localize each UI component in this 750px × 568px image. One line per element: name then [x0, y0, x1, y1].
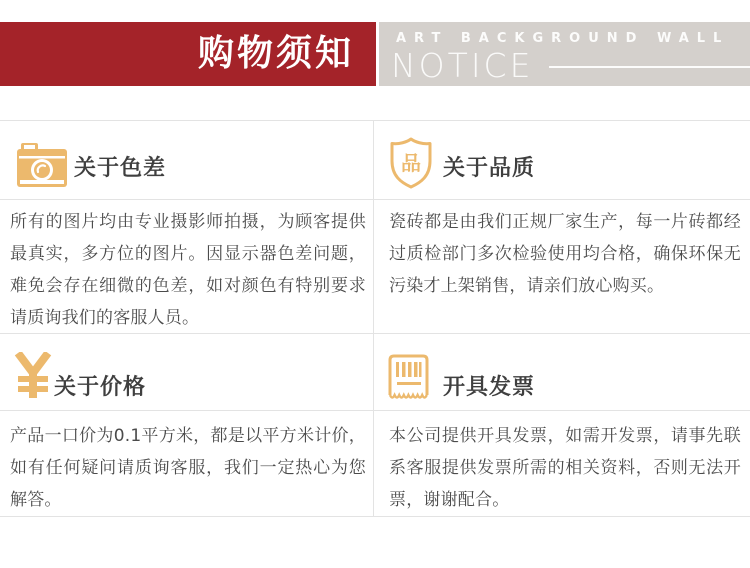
section-title-quality: 关于品质	[443, 156, 536, 181]
section-body-invoice: 本公司提供开具发票，如需开发票，请事先联系客服提供发票所需的相关资料，否则无法开票，谢谢配合。	[389, 426, 741, 510]
invoice-icon	[388, 354, 429, 404]
page-title: 购物须知	[197, 33, 354, 74]
divider-row1-title	[0, 199, 750, 200]
section-body-price: 产品一口价为0.1平方米，都是以平方米计价，如有任何疑问请质询客服，我们一定热心为您解答。	[10, 426, 366, 510]
divider-bottom	[0, 516, 750, 517]
quality-shield-icon	[390, 137, 432, 193]
section-title-price: 关于价格	[54, 375, 147, 400]
yuan-currency-icon	[14, 352, 52, 402]
header-notice-row	[391, 46, 750, 85]
decorative-line	[549, 66, 750, 68]
divider-vertical	[373, 120, 374, 516]
header-subtitle-en: ART BACKGROUND WALL	[396, 31, 730, 46]
header-title-block	[0, 22, 376, 86]
section-body-color: 所有的图片均由专业摄影师拍摄，为顾客提供最真实，多方位的图片。因显示器色差问题，难免会存在细微的色差，如对颜色有特别要求请质询我们的客服人员。	[10, 212, 366, 328]
section-title-invoice: 开具发票	[443, 375, 536, 400]
shield-glyph: 品	[401, 151, 421, 175]
section-body-quality: 瓷砖都是由我们正规厂家生产，每一片砖都经过质检部门多次检验使用均合格，确保环保无污染才上架销售，请亲们放心购买。	[389, 212, 741, 296]
header-subtitle-block	[379, 22, 750, 86]
divider-top	[0, 120, 750, 121]
header-notice-label: NOTICE	[391, 46, 534, 85]
camera-icon	[17, 143, 67, 192]
header-banner	[0, 22, 750, 86]
divider-row2-title	[0, 410, 750, 411]
section-title-color: 关于色差	[74, 156, 167, 181]
